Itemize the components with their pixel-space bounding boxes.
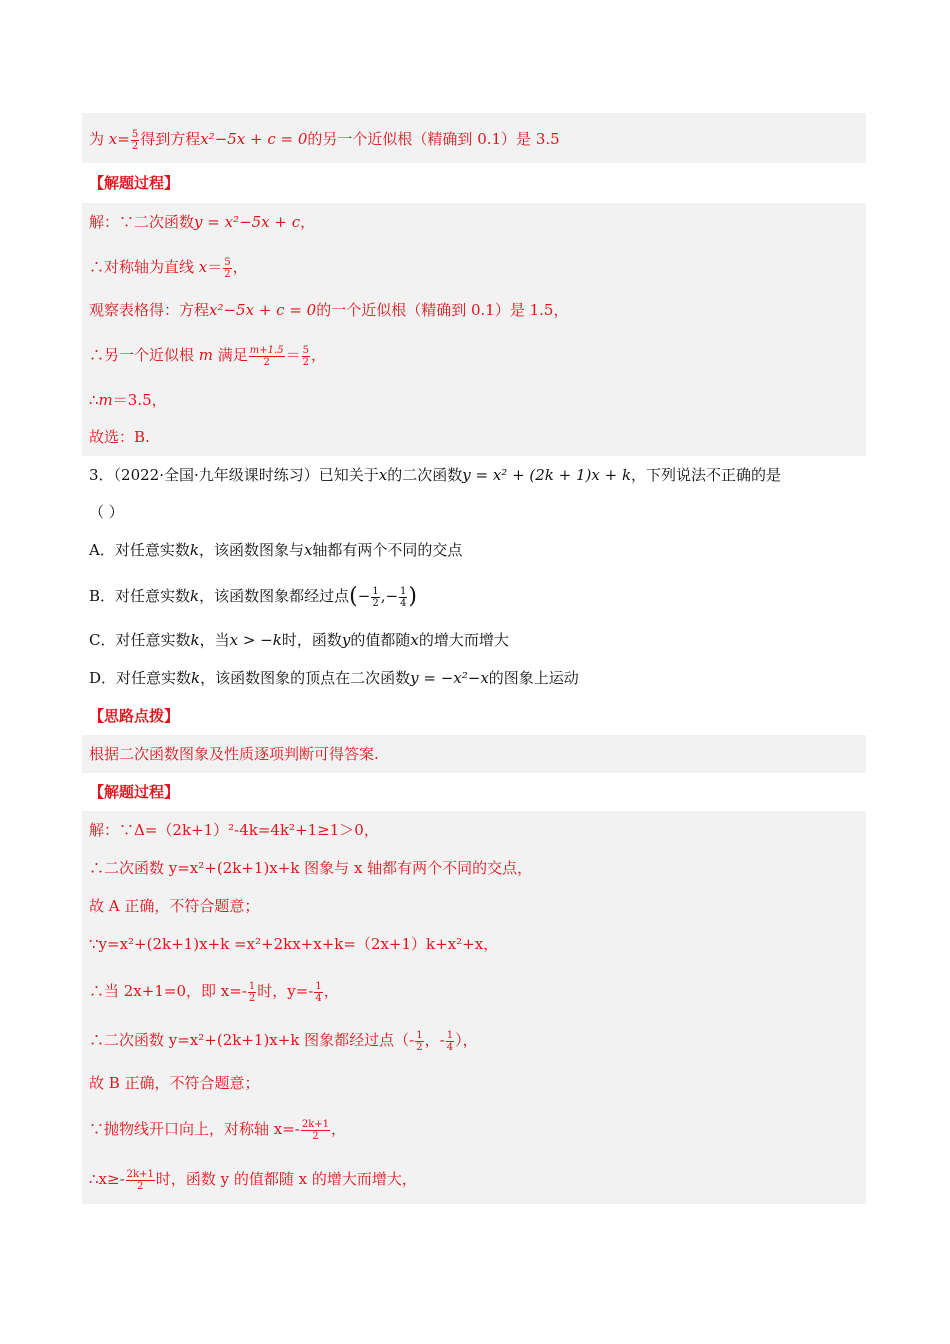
text: ∴二次函数 y=x²+(2k+1)x+k 图象都经过点（- — [89, 1031, 415, 1049]
denominator: 2 — [302, 356, 309, 368]
solution-line — [89, 1029, 478, 1053]
denominator: 4 — [400, 597, 407, 609]
solution-line — [89, 1118, 346, 1142]
text: ， — [232, 258, 248, 276]
solution-line: 故 A 正确，不符合题意； — [89, 897, 260, 915]
numerator: 1 — [416, 1029, 423, 1041]
denominator: 2 — [224, 268, 231, 280]
solution-line — [89, 299, 568, 321]
paren: ( — [349, 584, 358, 609]
denominator: 2 — [312, 1130, 319, 1142]
equation: x²−5x + c = 0 — [209, 301, 317, 319]
numerator: 5 — [224, 256, 231, 268]
fraction — [371, 586, 379, 609]
denominator: 2 — [372, 597, 379, 609]
numerator: 1 — [400, 585, 407, 597]
var-m: m — [198, 346, 214, 364]
text: ，该函数图象与 — [198, 541, 304, 559]
text: D．对任意实数 — [89, 669, 192, 687]
fraction — [314, 981, 322, 1004]
var-x: x — [378, 466, 388, 484]
option-c — [89, 629, 509, 651]
var-k: k — [190, 587, 200, 605]
text: ∴x≥- — [89, 1170, 125, 1188]
answer-blank: （ ） — [89, 503, 124, 521]
var-k: k — [189, 541, 199, 559]
numerator: 2k+1 — [126, 1168, 154, 1180]
text: 为 — [89, 130, 109, 148]
text: 时，函数 — [281, 631, 342, 649]
text: 3．（2022·全国·九年级课时练习）已知关于 — [89, 466, 379, 484]
solution-line — [89, 389, 167, 411]
denominator: 4 — [315, 992, 322, 1004]
var-y: y — [341, 631, 351, 649]
numerator: 5 — [302, 344, 309, 356]
solution-line: ∴二次函数 y=x²+(2k+1)x+k 图象与 x 轴都有两个不同的交点， — [89, 859, 533, 877]
text: 的图象上运动 — [488, 669, 579, 687]
equation: y = −x²−x — [410, 669, 489, 687]
option-d — [89, 667, 579, 689]
paren: ) — [408, 584, 417, 609]
text: ,− — [380, 587, 399, 605]
hint-text: 根据二次函数图象及性质逐项判断可得答案. — [89, 745, 379, 763]
solution-line — [89, 1168, 417, 1192]
solution-line: ∵y=x²+(2k+1)x+k =x²+2kx+x+k=（2x+1）k+x²+x， — [89, 935, 499, 953]
text: ，该函数图象都经过点 — [199, 587, 350, 605]
var-k: k — [191, 669, 201, 687]
text: 观察表格得：方程 — [89, 301, 210, 319]
fraction — [223, 257, 231, 280]
solution-line: 解：∵Δ=（2k+1）²-4k=4k²+1≥1＞0， — [89, 821, 379, 839]
fraction — [131, 129, 139, 152]
text: 时，y=- — [257, 982, 314, 1000]
fraction — [248, 981, 256, 1004]
text: A．对任意实数 — [89, 541, 190, 559]
denominator: 2 — [263, 356, 270, 368]
var-k: k — [190, 631, 200, 649]
text: ∴对称轴为直线 — [89, 258, 199, 276]
solution-line — [89, 211, 315, 233]
numerator: m+1.5 — [249, 344, 284, 356]
denominator: 2 — [416, 1041, 423, 1053]
text: ＝3.5， — [112, 391, 167, 409]
text: 轴都有两个不同的交点 — [312, 541, 463, 559]
fraction — [446, 1030, 454, 1053]
text: ， — [331, 1120, 347, 1138]
text: ）， — [455, 1031, 478, 1049]
fraction — [126, 1169, 155, 1192]
option-b — [89, 585, 417, 609]
question-3-stem — [89, 464, 781, 486]
denominator: 2 — [248, 992, 256, 1004]
text: ，- — [424, 1031, 445, 1049]
numerator: 5 — [131, 128, 139, 140]
denominator: 2 — [137, 1180, 144, 1192]
answer-line — [89, 128, 560, 152]
text: ＝ — [285, 346, 301, 364]
solution-header: 【解题过程】 — [89, 783, 180, 801]
text: ， — [300, 213, 316, 231]
text: ， — [310, 346, 326, 364]
text: ，下列说法不正确的是 — [631, 466, 782, 484]
equation: y = x² + (2k + 1)x + k — [462, 466, 632, 484]
var-x: x — [303, 541, 313, 559]
numerator: 1 — [315, 980, 322, 992]
text: 满足 — [213, 346, 248, 364]
var-x: x — [108, 130, 118, 148]
solution-line: 故选：B. — [89, 428, 150, 446]
text: B．对任意实数 — [89, 587, 191, 605]
text: ，当 — [199, 631, 230, 649]
text: 的一个近似根（精确到 0.1）是 1.5， — [316, 301, 569, 319]
text: ，该函数图象的顶点在二次函数 — [200, 669, 411, 687]
hint-header: 【思路点拨】 — [89, 707, 180, 725]
fraction — [399, 586, 407, 609]
text: 的二次函数 — [387, 466, 463, 484]
fraction — [415, 1030, 423, 1053]
condition: x > −k — [229, 631, 282, 649]
text: 得到方程 — [140, 130, 201, 148]
text: ∴ — [89, 391, 99, 409]
solution-line — [89, 344, 326, 368]
solution-line: 故 B 正确，不符合题意； — [89, 1074, 260, 1092]
text: ∴当 2x+1=0，即 x=- — [89, 982, 247, 1000]
option-a — [89, 539, 462, 561]
text: ∴另一个近似根 — [89, 346, 199, 364]
solution-header: 【解题过程】 — [89, 174, 180, 192]
numerator: 1 — [248, 980, 256, 992]
text: 时，函数 y 的值都随 x 的增大而增大， — [155, 1170, 417, 1188]
text: ＝ — [207, 258, 223, 276]
numerator: 1 — [372, 585, 379, 597]
equation: x²−5x + c = 0 — [200, 130, 308, 148]
text: = — [117, 130, 130, 148]
denominator: 4 — [446, 1041, 454, 1053]
var-x: x — [198, 258, 208, 276]
text: ∵抛物线开口向上，对称轴 x=- — [89, 1120, 300, 1138]
text: C．对任意实数 — [89, 631, 191, 649]
solution-line — [89, 980, 339, 1004]
fraction — [301, 1119, 330, 1142]
text: − — [357, 587, 371, 605]
numerator: 2k+1 — [301, 1118, 330, 1130]
fraction — [249, 345, 285, 368]
equation: y = x²−5x + c — [194, 213, 301, 231]
solution-1-block — [82, 203, 866, 456]
var-m: m — [98, 391, 113, 409]
text: 的增大而增大 — [418, 631, 509, 649]
text: 的值都随 — [350, 631, 411, 649]
text: 解：∵二次函数 — [89, 213, 195, 231]
var-x: x — [410, 631, 419, 649]
fraction — [302, 345, 310, 368]
numerator: 1 — [446, 1029, 454, 1041]
solution-line — [89, 256, 248, 280]
denominator: 2 — [131, 140, 139, 152]
text: ， — [323, 982, 339, 1000]
text: 的另一个近似根（精确到 0.1）是 3.5 — [307, 130, 560, 148]
